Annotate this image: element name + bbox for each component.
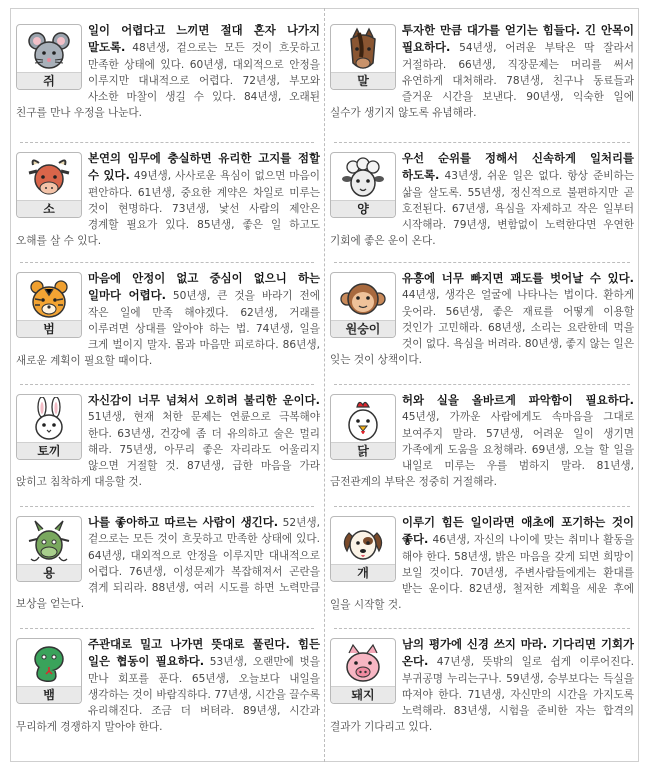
fortune-headline: 자신감이 너무 넘쳐서 오히려 불리한 운이다.: [88, 393, 320, 407]
fortune-headline: 일이 어렵다고 느끼면 절대 혼자 나가지 말도록.: [88, 23, 320, 55]
row-divider: [334, 506, 630, 507]
fortune-body: 44년생, 생각은 얼굴에 나타나는 법이다. 환하게 웃어라. 56년생, 좋은 재료를 어떻게 이용할 것인가 고민해라. 68년생, 소리는 요란한데 먹을 것이 없다. 욕심을 버려라. 80년생, 좋지 않는 일은 잊는 것이 상책이다.: [330, 289, 634, 367]
sign-card-rooster: [330, 388, 634, 506]
row-divider: [20, 628, 314, 629]
fortune-body: 50년생, 큰 것을 바라기 전에 작은 일에 만족 해야겠다. 62년생, 거래를 이루려면 상대를 알아야 하는 법. 74년생, 일을 크게 벌이지 말자. 몸과 마음만 피로하다. 86년생, 새로운 계획이 필요할 때이다.: [16, 290, 320, 368]
rooster-icon: [339, 397, 387, 445]
sign-icon-box: [16, 152, 82, 218]
fortune-body: 48년생, 겉으로는 모든 것이 흐뭇하고 만족한 상태에 있다. 60년생, 대외적으로 안정을 이루지만 대내적으로 어렵다. 72년생, 부모와 사소한 마찰이 생길 수 있다. 84년생, 오래된 친구를 만나 우정을 나눈다.: [16, 42, 320, 120]
rabbit-icon: [25, 397, 73, 445]
sign-label: 닭: [331, 442, 395, 459]
monkey-icon: [339, 275, 387, 323]
sign-icon-box: [330, 152, 396, 218]
sign-icon-box: [330, 24, 396, 90]
horse-icon: [339, 27, 387, 75]
fortune-headline: 주관대로 밀고 나가면 뜻대로 풀린다. 힘든 일은 협동이 필요하다.: [88, 637, 320, 669]
sign-card-tiger: [16, 266, 320, 384]
sign-label: 소: [17, 200, 81, 217]
pig-icon: [339, 641, 387, 689]
tiger-icon: [25, 275, 73, 323]
fortune-headline: 마음에 안정이 없고 중심이 없으니 하는 일마다 어렵다.: [88, 271, 320, 303]
sign-icon-box: [330, 394, 396, 460]
fortune-body: 51년생, 현재 처한 문제는 연륜으로 극복해야 한다. 63년생, 건강에 좀 더 유의하고 술은 멀리 해라. 75년생, 아무리 좋은 자리라도 어울리지 않으면 거절할 것. 87년생, 급한 마음을 가라 앉히고 침착하게 대응할 것.: [16, 411, 320, 489]
fortune-body: 52년생, 겉으로는 모든 것이 흐뭇하고 만족한 상태에 있다. 64년생, 대외적으로 안정을 이루지만 대내적으로 어렵다. 76년생, 이성문제가 복잡해져서 곤란을 겪게 되리라. 88년생, 여러 시도를 하면 노력만큼 보상을 얻는다.: [16, 517, 320, 611]
fortune-headline: 허와 실을 올바르게 파악함이 필요하다.: [402, 393, 634, 407]
fortune-headline: 투자한 만큼 대가를 얻기는 힘들다. 긴 안목이 필요하다.: [402, 23, 634, 55]
ox-icon: [25, 155, 73, 203]
sign-card-monkey: [330, 266, 634, 384]
row-divider: [334, 142, 630, 143]
sign-icon-box: [16, 638, 82, 704]
sign-card-snake: [16, 632, 320, 750]
sign-label: 쥐: [17, 72, 81, 89]
sign-card-horse: [330, 18, 634, 136]
fortune-headline: 본연의 임무에 충실하면 유리한 고지를 점할 수 있다.: [88, 151, 320, 183]
dragon-icon: [25, 519, 73, 567]
fortune-headline: 나를 좋아하고 따르는 사람이 생긴다.: [88, 515, 279, 529]
sign-label: 말: [331, 72, 395, 89]
sign-icon-box: [16, 394, 82, 460]
sign-card-sheep: [330, 146, 634, 264]
sign-label: 개: [331, 564, 395, 581]
sign-label: 양: [331, 200, 395, 217]
sign-icon-box: [16, 516, 82, 582]
fortune-headline: 유흥에 너무 빠지면 괘도를 벗어날 수 있다.: [402, 271, 634, 285]
fortune-body: 53년생, 오랜만에 벗을 만나 회포를 푼다. 65년생, 오늘보다 내일을 생각하는 것이 바람직하다. 77년생, 시간을 끌수록 유리해진다. 조금 더 버텨라. 89년생, 시간과 무리하게 경쟁하지 말아야 한다.: [16, 656, 320, 734]
sign-card-dragon: [16, 510, 320, 628]
row-divider: [334, 384, 630, 385]
snake-icon: [25, 641, 73, 689]
sign-label: 범: [17, 320, 81, 337]
row-divider: [20, 506, 314, 507]
row-divider: [20, 142, 314, 143]
row-divider: [334, 628, 630, 629]
sign-card-rat: [16, 18, 320, 136]
sign-label: 원숭이: [331, 320, 395, 337]
sign-icon-box: [330, 516, 396, 582]
sign-icon-box: [330, 272, 396, 338]
sign-card-ox: [16, 146, 320, 264]
sign-card-pig: [330, 632, 634, 750]
sign-label: 토끼: [17, 442, 81, 459]
fortune-headline: 이루기 힘든 일이라면 애초에 포기하는 것이 좋다.: [402, 515, 634, 547]
fortune-body: 49년생, 사사로운 욕심이 없으면 마음이 편안하다. 61년생, 중요한 계약은 차일로 미루는 것이 현명하다. 73년생, 낯선 사람의 제안은 경계할 필요가 있다. 85년생, 좋은 일 하고도 오해를 살 수 있다.: [16, 170, 320, 248]
fortune-body: 47년생, 뜻밖의 일로 쉽게 이루어진다. 부귀공명 누리는구나. 59년생, 승부보다는 득실을 따져야 한다. 71년생, 자신만의 시간을 가지도록 노력해라. 83년생, 시험을 준비한 자는 합격의 결과가 기다리고 있다.: [330, 656, 634, 734]
sign-card-rabbit: [16, 388, 320, 506]
mouse-icon: [25, 27, 73, 75]
row-divider: [20, 384, 314, 385]
fortune-body: 43년생, 쉬운 일은 없다. 항상 준비하는 삶을 살도록. 55년생, 정신적으로 불편하지만 곧 호전된다. 67년생, 욕심을 자제하고 작은 일부터 시작해라. 79년생, 변함없이 노력한다면 우연한 기회에 좋은 운이 온다.: [330, 170, 634, 248]
sign-icon-box: [330, 638, 396, 704]
sign-icon-box: [16, 272, 82, 338]
fortune-body: 54년생, 어려운 부탁은 딱 잘라서 거절하라. 66년생, 직장문제는 머리를 써서 유연하게 대처해라. 78년생, 친구나 동료들과 즐거운 시간을 보낸다. 90년생, 익숙한 일에 실수가 생기지 않도록 유념해라.: [330, 42, 634, 120]
fortune-body: 45년생, 가까운 사람에게도 속마음을 그대로 보여주지 말라. 57년생, 어려운 일이 생기면 가족에게 도움을 요청해라. 69년생, 오늘 할 일을 내일로 미루는 우를 범하지 말라. 81년생, 금전관계의 부탁은 정중히 거절해라.: [330, 411, 634, 489]
fortune-body: 46년생, 자신의 나이에 맞는 취미나 활동을 해야 한다. 58년생, 밝은 마음을 갖게 되면 희망이 보일 것이다. 70년생, 주변사람들에게는 환대를 받는 운이다. 82년생, 철저한 계획을 세운 후에 일을 시작할 것.: [330, 534, 634, 612]
sign-icon-box: [16, 24, 82, 90]
dog-icon: [339, 519, 387, 567]
fortune-headline: 남의 평가에 신경 쓰지 마라. 기다리면 기회가 온다.: [402, 637, 634, 669]
sign-label: 용: [17, 564, 81, 581]
sign-label: 돼지: [331, 686, 395, 703]
sheep-icon: [339, 155, 387, 203]
sign-card-dog: [330, 510, 634, 628]
fortune-headline: 우선 순위를 정해서 신속하게 일처리를 하도록.: [402, 151, 634, 183]
column-divider: [324, 8, 325, 762]
sign-label: 뱀: [17, 686, 81, 703]
